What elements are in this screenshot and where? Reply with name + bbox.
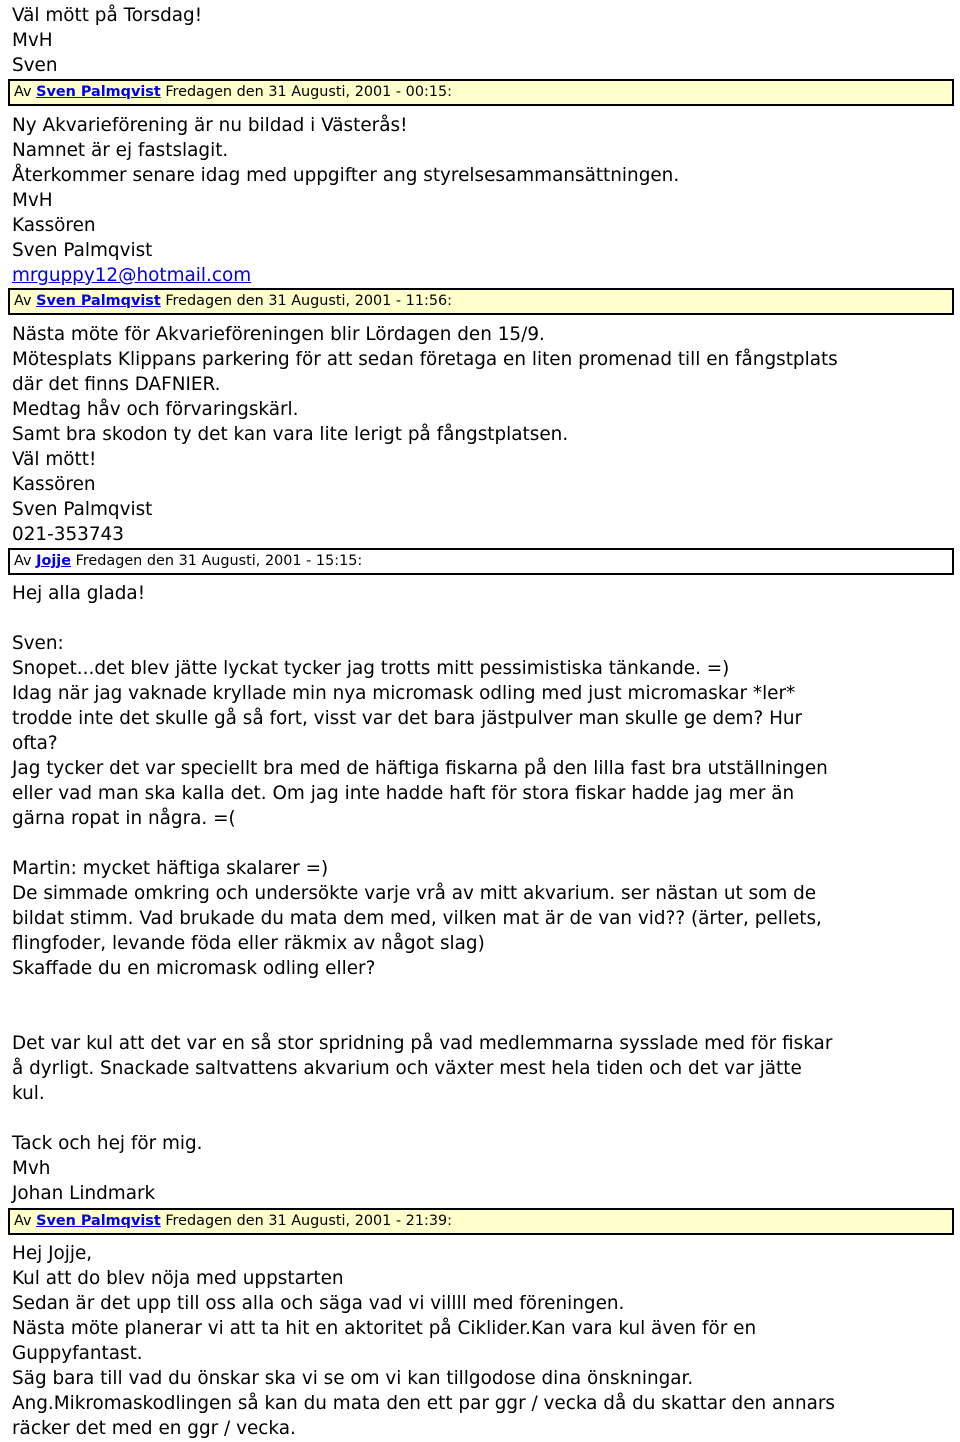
post-header bbox=[8, 548, 954, 575]
post-line: Samt bra skodon ty det kan vara lite lerigt på fångstplatsen. bbox=[12, 424, 569, 445]
post-line: ofta? bbox=[12, 733, 58, 754]
post-line: å dyrligt. Snackade saltvattens akvarium och växter mest hela tiden och det var jätte bbox=[12, 1058, 802, 1079]
post-date: Fredagen den 31 Augusti, 2001 - 11:56: bbox=[165, 293, 452, 309]
post-prefix: Av bbox=[14, 293, 32, 309]
author-link[interactable]: Sven Palmqvist bbox=[36, 84, 161, 100]
post-line: Återkommer senare idag med uppgifter ang styrelsesammansättningen. bbox=[12, 165, 680, 186]
post-line: Sven: bbox=[12, 633, 64, 654]
post-prefix: Av bbox=[14, 1213, 32, 1229]
post-line: Kassören bbox=[12, 215, 96, 236]
post-date: Fredagen den 31 Augusti, 2001 - 15:15: bbox=[75, 553, 363, 569]
post-line: Namnet är ej fastslagit. bbox=[12, 140, 229, 161]
post-line: Mötesplats Klippans parkering för att sedan företaga en liten promenad till en fångstplats bbox=[12, 349, 838, 370]
post-header bbox=[8, 1208, 954, 1235]
post-line: Medtag håv och förvaringskärl. bbox=[12, 399, 299, 420]
post-line: Ang.Mikromaskodlingen så kan du mata den ett par ggr / vecka då du skattar den annars bbox=[12, 1393, 836, 1414]
post-line: kul. bbox=[12, 1083, 45, 1104]
post-line: Sven Palmqvist bbox=[12, 240, 153, 261]
post-line: De simmade omkring och undersökte varje vrå av mitt akvarium. ser nästan ut som de bbox=[12, 883, 817, 904]
post-line: Det var kul att det var en så stor spridning på vad medlemmarna sysslade med för fiskar bbox=[12, 1033, 833, 1054]
post-line: Väl mött! bbox=[12, 449, 97, 470]
post-date: Fredagen den 31 Augusti, 2001 - 21:39: bbox=[165, 1213, 452, 1229]
post-line: Guppyfantast. bbox=[12, 1343, 143, 1364]
post-line: Johan Lindmark bbox=[12, 1183, 156, 1204]
post-line: Säg bara till vad du önskar ska vi se om vi kan tillgodose dina önskningar. bbox=[12, 1368, 694, 1389]
post-line: Mvh bbox=[12, 1158, 51, 1179]
post-line: Nästa möte planerar vi att ta hit en aktoritet på Ciklider.Kan vara kul även för en bbox=[12, 1318, 757, 1339]
post-line: trodde inte det skulle gå så fort, visst var det bara jästpulver man skulle ge dem? Hur bbox=[12, 708, 803, 729]
post-line: bildat stimm. Vad brukade du mata dem med, vilken mat är de van vid?? (ärter, pellets, bbox=[12, 908, 822, 929]
post-line: Snopet...det blev jätte lyckat tycker jag trotts mitt pessimistiska tänkande. =) bbox=[12, 658, 730, 679]
email-link[interactable]: mrguppy12@hotmail.com bbox=[12, 265, 252, 286]
post-line: Ny Akvarieförening är nu bildad i Västerås! bbox=[12, 115, 408, 136]
intro-line: Väl mött på Torsdag! bbox=[12, 5, 203, 26]
post-line: räcker det med en ggr / vecka. bbox=[12, 1418, 296, 1439]
post-line: Jag tycker det var speciellt bra med de häftiga fiskarna på den lilla fast bra utställningen bbox=[12, 758, 828, 779]
author-link[interactable]: Sven Palmqvist bbox=[36, 293, 161, 309]
post-line: där det finns DAFNIER. bbox=[12, 374, 221, 395]
post-date: Fredagen den 31 Augusti, 2001 - 00:15: bbox=[165, 84, 452, 100]
post-line: Hej Jojje, bbox=[12, 1243, 93, 1264]
post-line: Kassören bbox=[12, 474, 96, 495]
intro-line: MvH bbox=[12, 30, 53, 51]
author-link[interactable]: Jojje bbox=[36, 553, 71, 569]
post-line: gärna ropat in några. =( bbox=[12, 808, 236, 829]
post-line: Idag när jag vaknade kryllade min nya micromask odling med just micromaskar *ler* bbox=[12, 683, 796, 704]
post-header bbox=[8, 79, 954, 106]
post-line: Martin: mycket häftiga skalarer =) bbox=[12, 858, 329, 879]
author-link[interactable]: Sven Palmqvist bbox=[36, 1213, 161, 1229]
post-header bbox=[8, 288, 954, 315]
post-line: MvH bbox=[12, 190, 53, 211]
post-line: Nästa möte för Akvarieföreningen blir Lördagen den 15/9. bbox=[12, 324, 545, 345]
post-line: 021-353743 bbox=[12, 524, 124, 545]
post-prefix: Av bbox=[14, 553, 32, 569]
post-line: eller vad man ska kalla det. Om jag inte hadde haft för stora fiskar hadde jag mer än bbox=[12, 783, 795, 804]
post-line: Hej alla glada! bbox=[12, 583, 146, 604]
post-line: Kul att do blev nöja med uppstarten bbox=[12, 1268, 344, 1289]
post-line: flingfoder, levande föda eller räkmix av något slag) bbox=[12, 933, 485, 954]
post-prefix: Av bbox=[14, 84, 32, 100]
post-line: Sedan är det upp till oss alla och säga vad vi villll med föreningen. bbox=[12, 1293, 625, 1314]
post-line: Sven Palmqvist bbox=[12, 499, 153, 520]
post-line: Skaffade du en micromask odling eller? bbox=[12, 958, 376, 979]
intro-line: Sven bbox=[12, 55, 58, 76]
post-line: Tack och hej för mig. bbox=[12, 1133, 203, 1154]
